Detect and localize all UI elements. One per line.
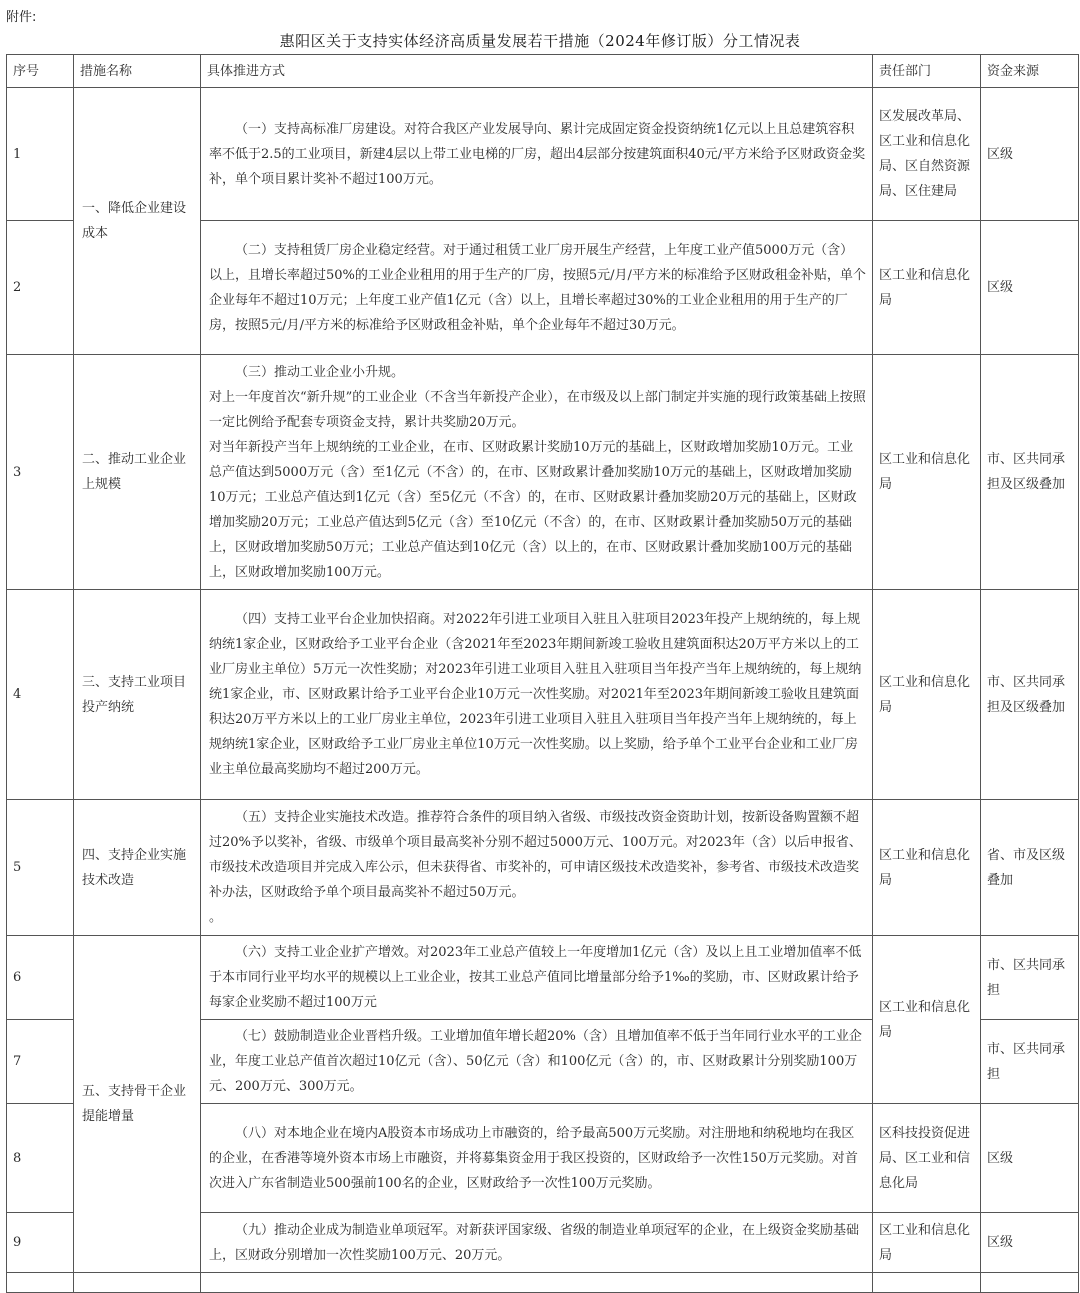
row-seq: 8 bbox=[7, 1104, 74, 1213]
row-seq: 4 bbox=[7, 590, 74, 800]
method-paragraph: 。 bbox=[209, 910, 223, 925]
row-fund bbox=[981, 1273, 1079, 1293]
work-division-table bbox=[6, 54, 1079, 1293]
row-dept: 区发展改革局、区工业和信息化局、区自然资源局、区住建局 bbox=[873, 88, 981, 221]
column-header-fund: 资金来源 bbox=[981, 55, 1079, 88]
row-method: （八）对本地企业在境内A股资本市场成功上市融资的，给予最高500万元奖励。对注册地和纳税地均在我区的企业，在香港等境外资本市场上市融资，并将募集资金用于我区投资的，区财政给予一次性150万元奖励。对首次进入广东省制造业500强前100名的企业，区财政给予一次性100万元奖励。 bbox=[201, 1104, 873, 1213]
column-header-seq: 序号 bbox=[7, 55, 74, 88]
measure-name: 二、推动工业企业上规模 bbox=[74, 355, 201, 590]
table-row bbox=[7, 355, 1079, 590]
row-dept: 区工业和信息化局 bbox=[873, 590, 981, 800]
measure-name bbox=[74, 1273, 201, 1293]
table-row bbox=[7, 800, 1079, 936]
row-method: （四）支持工业平台企业加快招商。对2022年引进工业项目入驻且入驻项目2023年投产上规纳统的，每上规纳统1家企业，区财政给予工业平台企业（含2021年至2023年期间新竣工验收且建筑面积达20万平方米以上的工业厂房业主单位）5万元一次性奖励；对2023年引进工业项目入驻且入驻项目当年投产当年上规纳统的，每上规纳统1家企业，市、区财政累计给予工业平台企业10万元一次性奖励。对2021年至2023年期间新竣工验收且建筑面积达20万平方米以上的工业厂房业主单位，2023年引进工业项目入驻且入驻项目当年投产当年上规纳统的，每上规纳统1家企业，区财政给予工业厂房业主单位10万元一次性奖励。以上奖励，给予单个工业平台企业和工业厂房业主单位最高奖励均不超过200万元。 bbox=[201, 590, 873, 800]
row-dept: 区工业和信息化局 bbox=[873, 355, 981, 590]
row-seq: 9 bbox=[7, 1213, 74, 1273]
row-seq: 3 bbox=[7, 355, 74, 590]
method-paragraph: 对当年新投产当年上规纳统的工业企业，在市、区财政累计奖励10万元的基础上，区财政增加奖励10万元。工业总产值达到5000万元（含）至1亿元（不含）的，在市、区财政累计叠加奖励10万元的基础上，区财政增加奖励10万元；工业总产值达到1亿元（含）至5亿元（不含）的，在市、区财政累计叠加奖励20万元的基础上，区财政增加奖励20万元；工业总产值达到5亿元（含）至10亿元（不含）的，在市、区财政累计叠加奖励50万元的基础上，区财政增加奖励50万元；工业总产值达到10亿元（含）以上的，在市、区财政累计叠加奖励100万元的基础上，区财政增加奖励100万元。 bbox=[209, 439, 857, 580]
row-fund: 区级 bbox=[981, 1213, 1079, 1273]
row-fund: 市、区共同承担 bbox=[981, 936, 1079, 1020]
row-method: （二）支持租赁厂房企业稳定经营。对于通过租赁工业厂房开展生产经营，上年度工业产值5000万元（含）以上，且增长率超过50%的工业企业租用的用于生产的厂房，按照5元/月/平方米的标准给予区财政租金补贴，单个企业每年不超过10万元；上年度工业产值1亿元（含）以上，且增长率超过30%的工业企业租用的用于生产的厂房，按照5元/月/平方米的标准给予区财政租金补贴，单个企业每年不超过30万元。 bbox=[201, 221, 873, 355]
row-method: （六）支持工业企业扩产增效。对2023年工业总产值较上一年度增加1亿元（含）及以上且工业增加值率不低于本市同行业平均水平的规模以上工业企业，按其工业总产值同比增量部分给予1‰的奖励，市、区财政累计给予每家企业奖励不超过100万元 bbox=[201, 936, 873, 1020]
row-seq bbox=[7, 1273, 74, 1293]
row-fund: 市、区共同承担及区级叠加 bbox=[981, 590, 1079, 800]
row-fund: 区级 bbox=[981, 221, 1079, 355]
row-seq: 6 bbox=[7, 936, 74, 1020]
row-fund: 市、区共同承担及区级叠加 bbox=[981, 355, 1079, 590]
table-row bbox=[7, 1273, 1079, 1293]
method-paragraph: 对上一年度首次“新升规”的工业企业（不含当年新投产企业），在市级及以上部门制定并实施的现行政策基础上按照一定比例给予配套专项资金支持，累计共奖励20万元。 bbox=[209, 389, 866, 430]
row-dept bbox=[873, 1273, 981, 1293]
measure-name: 五、支持骨干企业提能增量 bbox=[74, 936, 201, 1273]
row-seq: 7 bbox=[7, 1020, 74, 1104]
row-dept: 区工业和信息化局 bbox=[873, 221, 981, 355]
row-dept: 区工业和信息化局 bbox=[873, 1213, 981, 1273]
row-seq: 5 bbox=[7, 800, 74, 936]
measure-name: 三、支持工业项目投产纳统 bbox=[74, 590, 201, 800]
method-paragraph: （三）推动工业企业小升规。 bbox=[235, 364, 405, 380]
row-method: （九）推动企业成为制造业单项冠军。对新获评国家级、省级的制造业单项冠军的企业，在上级资金奖励基础上，区财政分别增加一次性奖励100万元、20万元。 bbox=[201, 1213, 873, 1273]
row-seq: 1 bbox=[7, 88, 74, 221]
row-dept: 区工业和信息化局 bbox=[873, 936, 981, 1104]
column-header-dept: 责任部门 bbox=[873, 55, 981, 88]
row-method: （一）支持高标准厂房建设。对符合我区产业发展导向、累计完成固定资金投资纳统1亿元以上且总建筑容积率不低于2.5的工业项目，新建4层以上带工业电梯的厂房，超出4层部分按建筑面积40元/平方米给予区财政资金奖补，单个项目累计奖补不超过100万元。 bbox=[201, 88, 873, 221]
table-row bbox=[7, 936, 1079, 1020]
row-fund: 区级 bbox=[981, 88, 1079, 221]
table-header-row bbox=[7, 55, 1079, 88]
row-method bbox=[201, 355, 873, 590]
table-row bbox=[7, 590, 1079, 800]
row-dept: 区工业和信息化局 bbox=[873, 800, 981, 936]
measure-name: 一、降低企业建设成本 bbox=[74, 88, 201, 355]
document-title: 惠阳区关于支持实体经济高质量发展若干措施（2024年修订版）分工情况表 bbox=[279, 32, 801, 50]
row-method: （七）鼓励制造业企业晋档升级。工业增加值年增长超20%（含）且增加值率不低于当年同行业水平的工业企业，年度工业总产值首次超过10亿元（含）、50亿元（含）和100亿元（含）的，市、区财政累计分别奖励100万元、200万元、300万元。 bbox=[201, 1020, 873, 1104]
row-dept: 区科技投资促进局、区工业和信息化局 bbox=[873, 1104, 981, 1213]
method-paragraph: （五）支持企业实施技术改造。推荐符合条件的项目纳入省级、市级技改资金资助计划，按新设备购置额不超过20%予以奖补，省级、市级单个项目最高奖补分别不超过5000万元、100万元。对2023年（含）以后申报省、市级技术改造项目并完成入库公示，但未获得省、市奖补的，可申请区级技术改造奖补，参考省、市级技术改造奖补办法，区财政给予单个项目最高奖补不超过50万元。 bbox=[209, 810, 862, 900]
column-header-method: 具体推进方式 bbox=[201, 55, 873, 88]
row-fund: 省、市及区级叠加 bbox=[981, 800, 1079, 936]
table-row bbox=[7, 88, 1079, 221]
attachment-label: 附件: bbox=[6, 10, 37, 25]
row-fund: 市、区共同承担 bbox=[981, 1020, 1079, 1104]
row-method bbox=[201, 1273, 873, 1293]
column-header-measure: 措施名称 bbox=[74, 55, 201, 88]
row-seq: 2 bbox=[7, 221, 74, 355]
row-method bbox=[201, 800, 873, 936]
measure-name: 四、支持企业实施技术改造 bbox=[74, 800, 201, 936]
row-fund: 区级 bbox=[981, 1104, 1079, 1213]
